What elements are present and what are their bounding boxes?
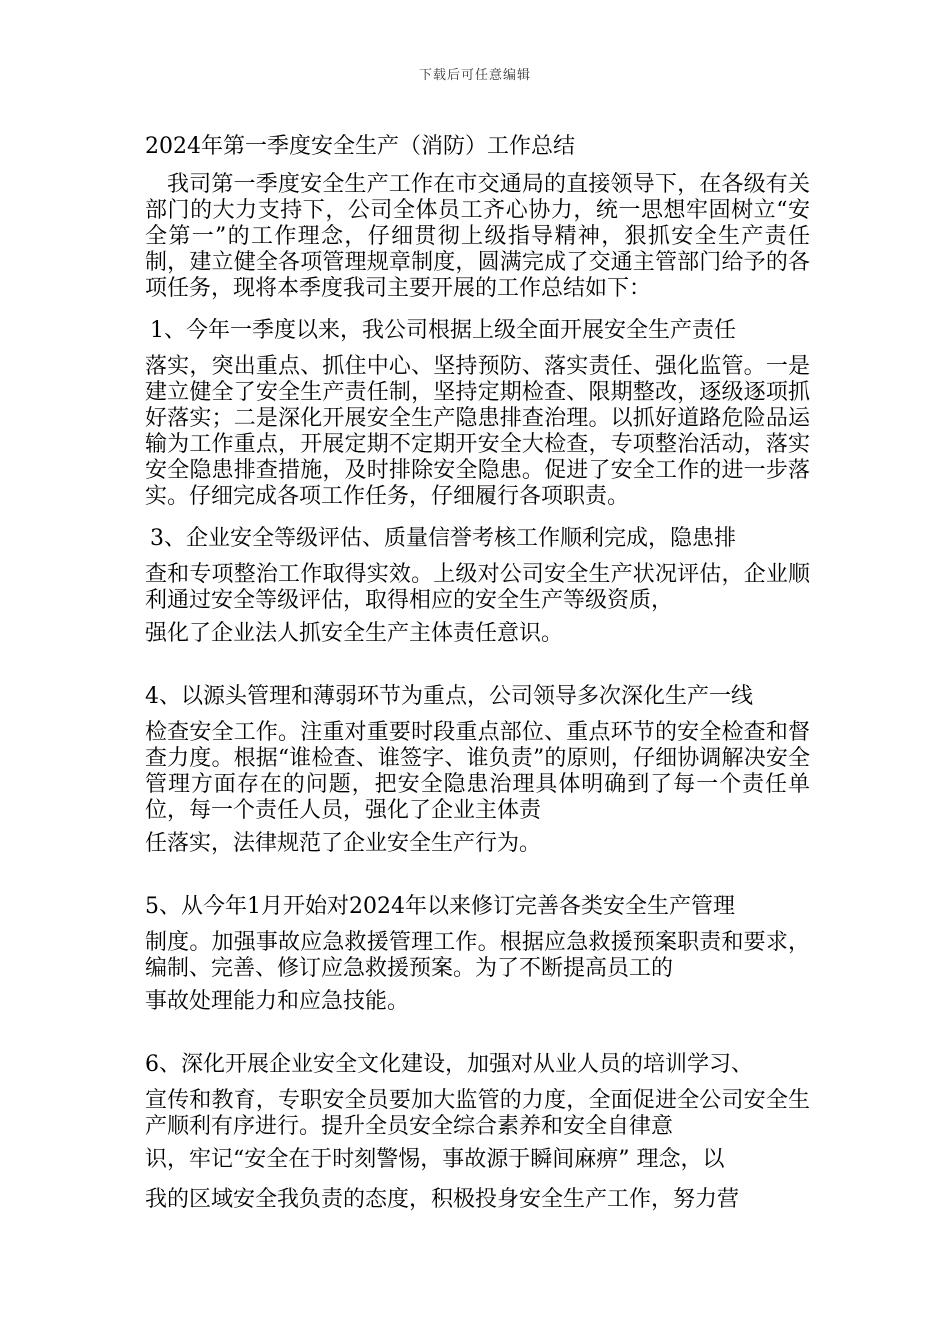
item-6-body: 宣传和教育，专职安全员要加大监管的力度，全面促进全公司安全生产顺利有序进行。提升全员安全综合素养和安全自律意 [145, 1088, 810, 1139]
item-5-body-tail: 事故处理能力和应急技能。 [145, 989, 410, 1014]
item-1 [145, 308, 810, 510]
document-body [145, 130, 810, 1226]
item-5-body: 制度。加强事故应急救援管理工作。根据应急救援预案职责和要求，编制、完善、修订应急救援预案。为了不断提高员工的 [145, 930, 810, 981]
item-3 [145, 516, 810, 654]
item-3-body: 查和专项整治工作取得实效。上级对公司安全生产状况评估，企业顺利通过安全等级评估，取得相应的安全生产等级资质， [145, 562, 810, 613]
item-6 [145, 1042, 810, 1220]
item-3-lead: 3、企业安全等级评估、质量信誉考核工作顺利完成，隐患排 [150, 526, 736, 551]
header-note: 下载后可任意编辑 [418, 68, 531, 83]
item-4 [145, 674, 810, 864]
item-4-body-tail: 任落实，法律规范了企业安全生产行为。 [145, 831, 542, 856]
document-title: 2024年第一季度安全生产（消防）工作总结 [145, 134, 575, 159]
item-5 [145, 884, 810, 1022]
item-1-lead: 1、今年一季度以来，我公司根据上级全面开展安全生产责任 [150, 318, 736, 343]
item-6-body-tail: 识，牢记“安全在于时刻警惕，事故源于瞬间麻痹” 理念，以 [145, 1147, 725, 1172]
item-3-body-tail: 强化了企业法人抓安全生产主体责任意识。 [145, 621, 564, 646]
item-4-lead: 4、以源头管理和薄弱环节为重点，公司领导多次深化生产一线 [145, 684, 753, 709]
item-4-body: 检查安全工作。注重对重要时段重点部位、重点环节的安全检查和督查力度。根据“谁检查、谁签字、谁负责”的原则，仔细协调解决安全管理方面存在的问题，把安全隐患治理具体明确到了每一个责任单位，每一个责任人员，强化了企业主体责 [145, 720, 810, 823]
item-6-body-tail-2: 我的区域安全我负责的态度，积极投身安全生产工作，努力营 [145, 1187, 740, 1212]
intro-paragraph: 我司第一季度安全生产工作在市交通局的直接领导下，在各级有关部门的大力支持下，公司全体员工齐心协力，统一思想牢固树立“安全第一”的工作理念，仔细贯彻上级指导精神，狠抓安全生产责任制，建立健全各项管理规章制度，圆满完成了交通主管部门给予的各项任务，现将本季度我司主要开展的工作总结如下： [145, 172, 810, 301]
item-1-body: 落实，突出重点、抓住中心、坚持预防、落实责任、强化监管。一是建立健全了安全生产责任制，坚持定期检查、限期整改，逐级逐项抓好落实；二是深化开展安全生产隐患排查治理。以抓好道路危险品运输为工作重点，开展定期不定期开安全大检查，专项整治活动，落实安全隐患排查措施，及时排除安全隐患。促进了安全工作的进一步落实。仔细完成各项工作任务，仔细履行各项职责。 [145, 354, 810, 509]
item-6-lead: 6、深化开展企业安全文化建设，加强对从业人员的培训学习、 [145, 1052, 753, 1077]
item-5-lead: 5、从今年1月开始对2024年以来修订完善各类安全生产管理 [145, 894, 735, 919]
